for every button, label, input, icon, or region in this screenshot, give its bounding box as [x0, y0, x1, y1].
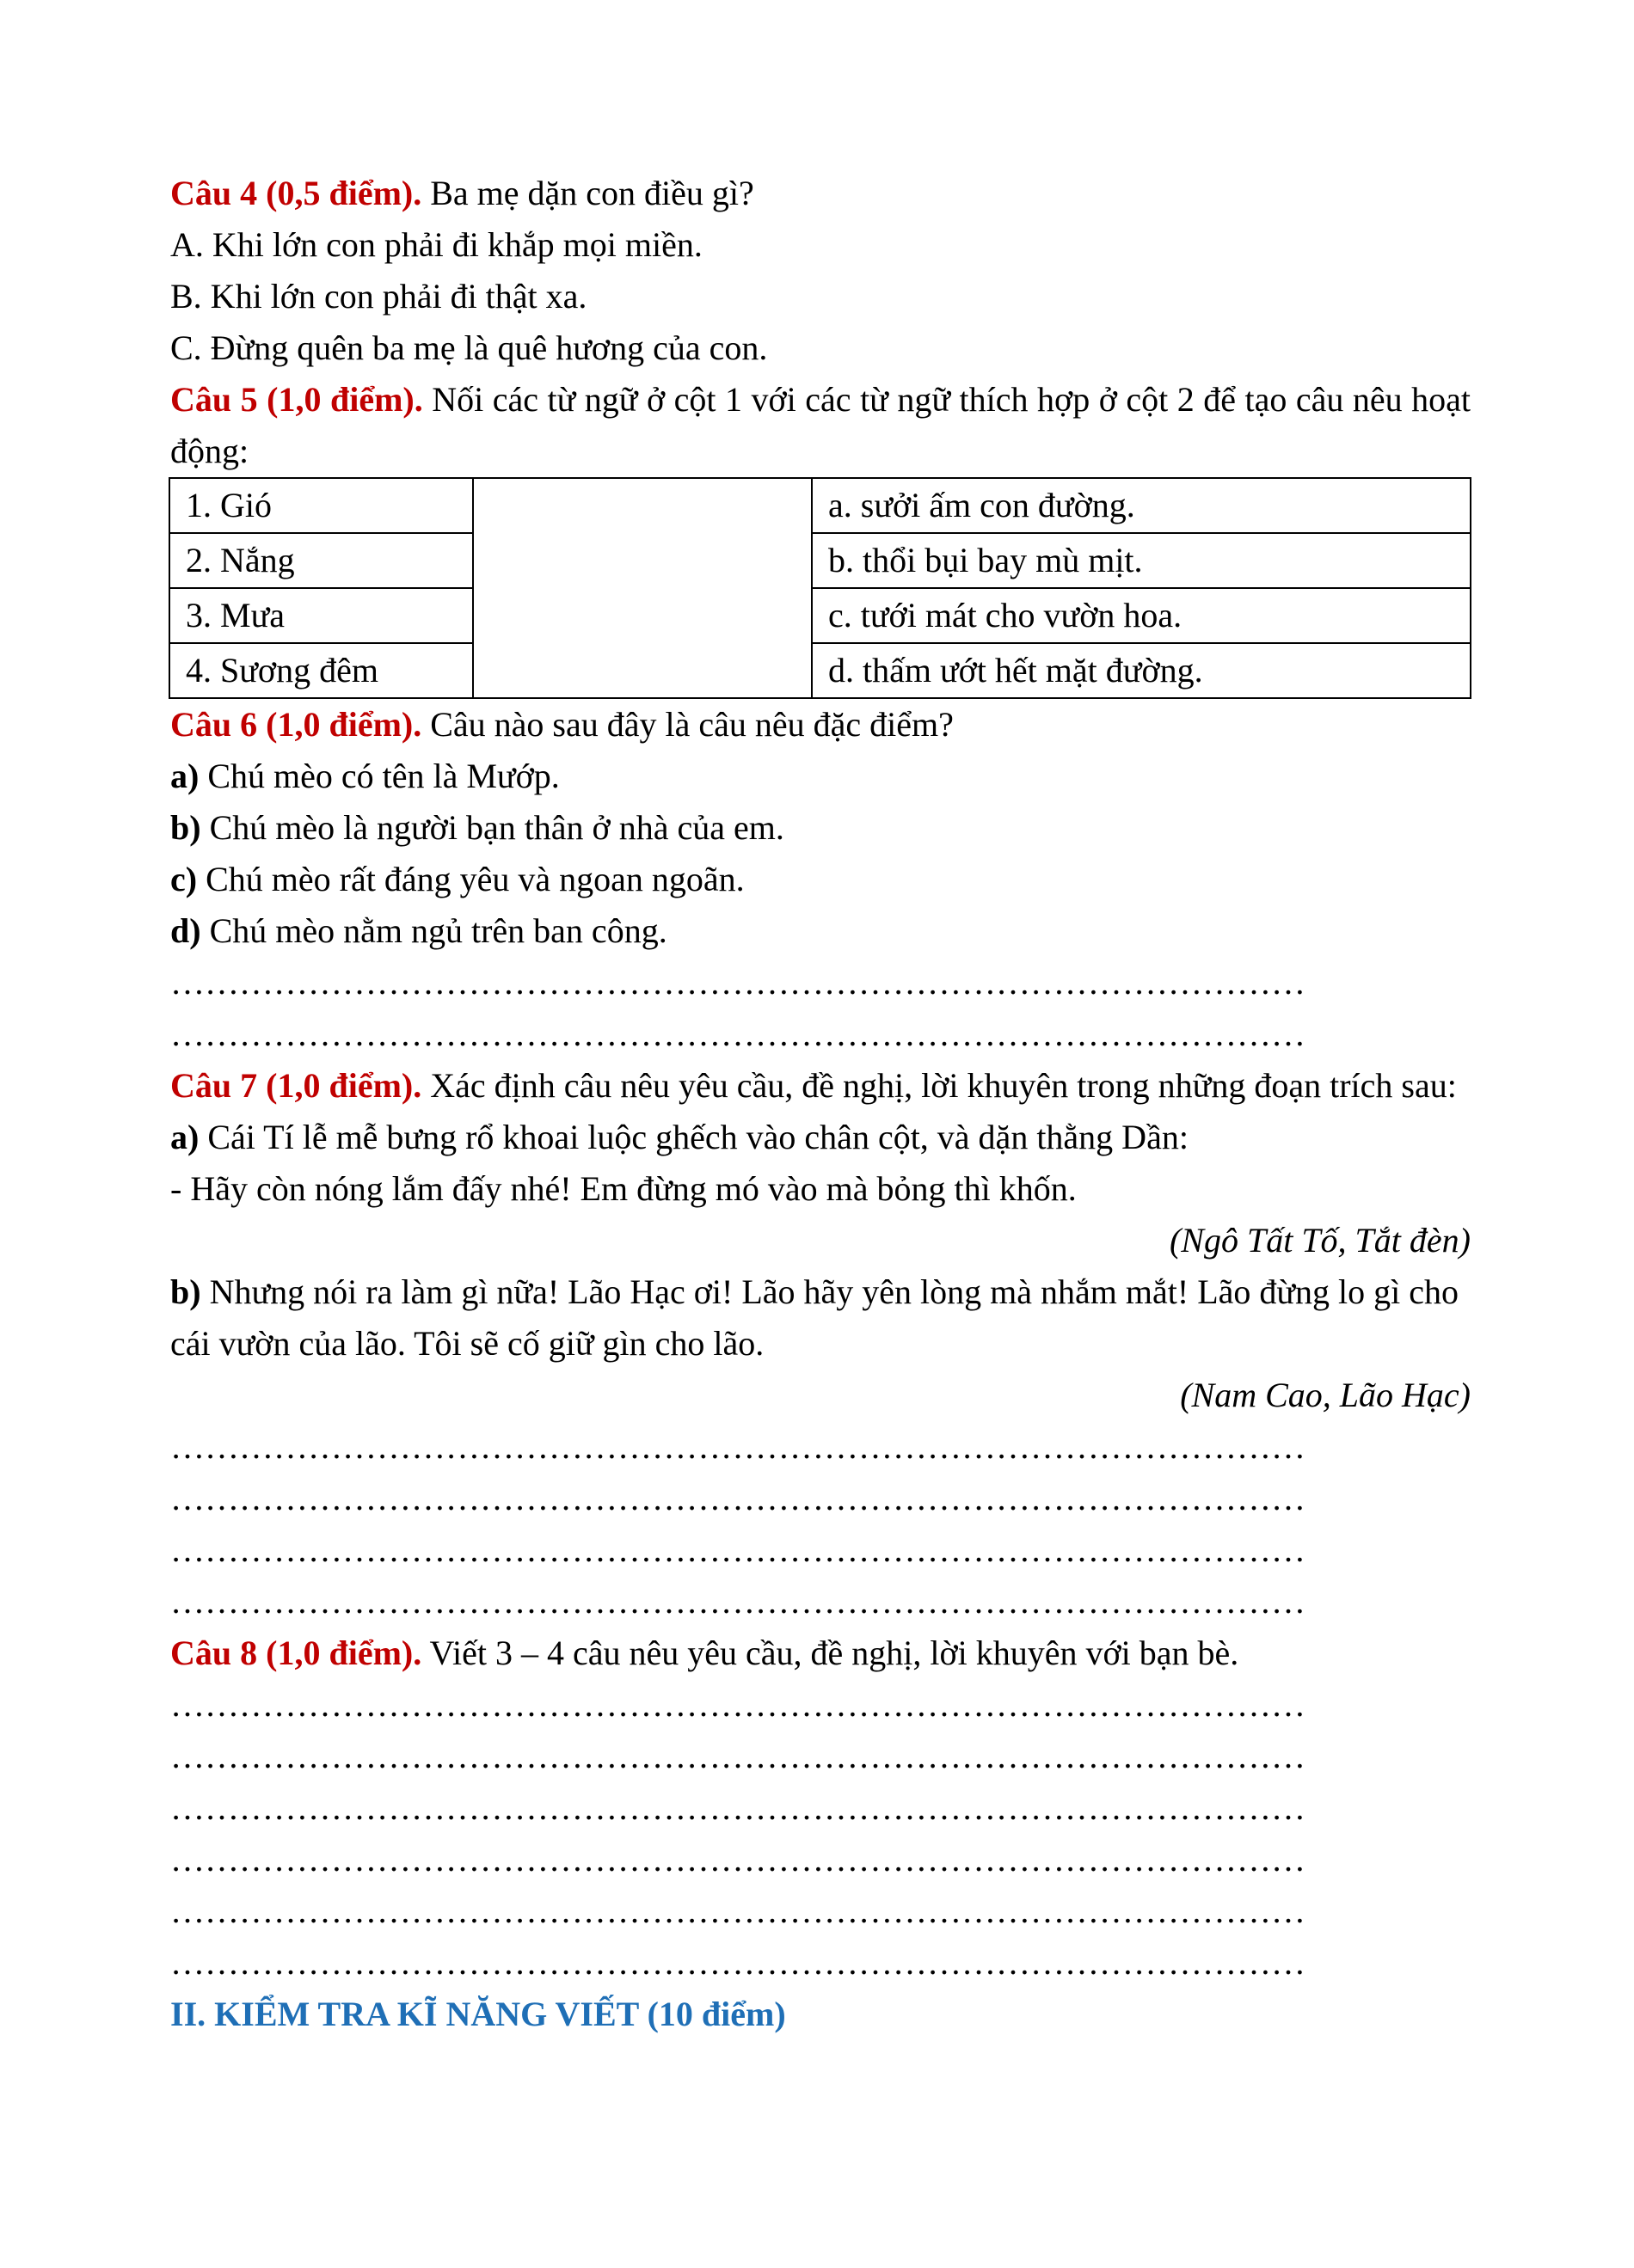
q4-option-b: B. Khi lớn con phải đi thật xa.: [170, 277, 587, 316]
question-7-text: Xác định câu nêu yêu cầu, đề nghị, lời khuyên trong những đoạn trích sau:: [421, 1066, 1457, 1105]
table-row: [169, 643, 1471, 698]
question-8: [170, 1627, 1471, 1679]
question-6-text: Câu nào sau đây là câu nêu đặc điểm?: [421, 705, 954, 744]
q7-part-b-source: (Nam Cao, Lão Hạc): [1180, 1376, 1471, 1414]
question-4-label: Câu 4 (0,5 điểm).: [170, 174, 422, 212]
q6-option-d: [170, 905, 1471, 957]
table-row: [169, 533, 1471, 588]
option-text: Chú mèo nằm ngủ trên ban công.: [200, 911, 667, 950]
part-key: a): [170, 1118, 200, 1156]
option-key: d): [170, 911, 201, 950]
q6-option-b: [170, 802, 1471, 854]
question-5: [170, 374, 1471, 477]
section-heading: II. KIỂM TRA KĨ NĂNG VIẾT (10 điểm): [170, 1995, 786, 2033]
answer-line[interactable]: ………………………………………………………………………………………: [170, 1788, 1305, 1827]
option-key: c): [170, 860, 198, 898]
question-7-label: Câu 7 (1,0 điểm).: [170, 1066, 422, 1105]
col2-item: d. thấm ướt hết mặt đường.: [812, 643, 1471, 698]
answer-line[interactable]: ………………………………………………………………………………………: [170, 1737, 1305, 1775]
col1-item: 2. Nắng: [169, 533, 473, 588]
matching-table: [169, 477, 1471, 699]
question-5-text: Nối các từ ngữ ở cột 1 với các từ ngữ thích hợp ở cột 2 để tạo câu nêu hoạt động:: [170, 380, 1471, 470]
option-text: Chú mèo có tên là Mướp.: [199, 757, 560, 795]
answer-line[interactable]: ………………………………………………………………………………………: [170, 963, 1305, 1002]
answer-line[interactable]: ………………………………………………………………………………………: [170, 1582, 1305, 1621]
option-text: Chú mèo rất đáng yêu và ngoan ngoãn.: [197, 860, 745, 898]
question-6: [170, 699, 1471, 751]
question-5-label: Câu 5 (1,0 điểm).: [170, 380, 423, 419]
q6-option-c: [170, 854, 1471, 905]
option-key: a): [170, 757, 200, 795]
col1-item: 4. Sương đêm: [169, 643, 473, 698]
question-6-label: Câu 6 (1,0 điểm).: [170, 705, 422, 744]
answer-line[interactable]: ………………………………………………………………………………………: [170, 1840, 1305, 1879]
answer-line[interactable]: ………………………………………………………………………………………: [170, 1014, 1305, 1053]
col1-item: 1. Gió: [169, 478, 473, 533]
option-text: Chú mèo là người bạn thân ở nhà của em.: [200, 808, 784, 847]
q7-part-a-source: (Ngô Tất Tố, Tắt đèn): [1169, 1221, 1471, 1260]
table-row: [169, 588, 1471, 643]
answer-line[interactable]: ………………………………………………………………………………………: [170, 1943, 1305, 1982]
col1-item: 3. Mưa: [169, 588, 473, 643]
col2-item: c. tưới mát cho vườn hoa.: [812, 588, 1471, 643]
col2-item: b. thổi bụi bay mù mịt.: [812, 533, 1471, 588]
q7-part-a: [170, 1112, 1471, 1163]
q7-part-a-quote: - Hãy còn nóng lắm đấy nhé! Em đừng mó vào mà bỏng thì khốn.: [170, 1169, 1077, 1208]
part-text: Cái Tí lễ mễ bưng rổ khoai luộc ghếch vào chân cột, và dặn thằng Dần:: [199, 1118, 1189, 1156]
q7-part-b: [170, 1266, 1471, 1370]
table-row: [169, 478, 1471, 533]
answer-line[interactable]: ………………………………………………………………………………………: [170, 1427, 1305, 1466]
part-key: b): [170, 1272, 201, 1311]
answer-line[interactable]: ………………………………………………………………………………………: [170, 1685, 1305, 1724]
answer-line[interactable]: ………………………………………………………………………………………: [170, 1479, 1305, 1517]
q4-option-c: C. Đừng quên ba mẹ là quê hương của con.: [170, 328, 768, 367]
col2-item: a. sưởi ấm con đường.: [812, 478, 1471, 533]
blank-column: [473, 478, 812, 698]
question-4: [170, 168, 1471, 219]
worksheet-page: [170, 168, 1471, 2040]
answer-line[interactable]: ………………………………………………………………………………………: [170, 1530, 1305, 1569]
option-key: b): [170, 808, 201, 847]
answer-line[interactable]: ………………………………………………………………………………………: [170, 1891, 1305, 1930]
question-7: [170, 1060, 1471, 1112]
part-text: Nhưng nói ra làm gì nữa! Lão Hạc ơi! Lão hãy yên lòng mà nhắm mắt! Lão đừng lo gì cho cái vườn của lão. Tôi sẽ cố giữ gìn cho lão.: [170, 1272, 1459, 1363]
question-4-text: Ba mẹ dặn con điều gì?: [421, 174, 754, 212]
q6-option-a: [170, 751, 1471, 802]
question-8-label: Câu 8 (1,0 điểm).: [170, 1634, 422, 1672]
q4-option-a: A. Khi lớn con phải đi khắp mọi miền.: [170, 225, 703, 264]
question-8-text: Viết 3 – 4 câu nêu yêu cầu, đề nghị, lời khuyên với bạn bè.: [421, 1634, 1239, 1672]
